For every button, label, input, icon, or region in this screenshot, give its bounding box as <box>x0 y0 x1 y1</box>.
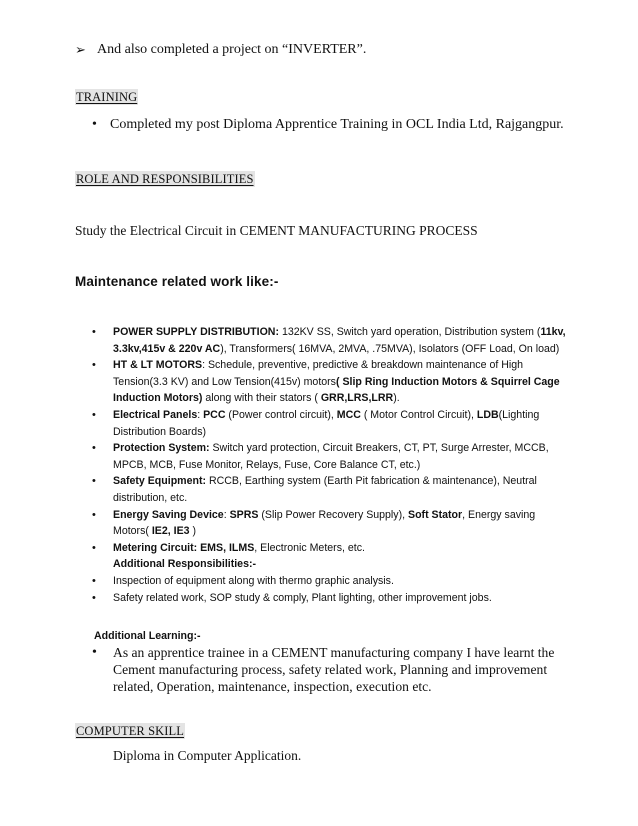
bullet-icon: • <box>92 645 97 660</box>
bullet-icon: • <box>92 326 96 338</box>
list-item: • Electrical Panels: PCC (Power control circuit), MCC ( Motor Control Circuit), LDB(Lighting Distribution Boards) <box>92 407 572 440</box>
training-bullet <box>92 116 564 134</box>
computer-text: Diploma in Computer Application. <box>113 748 302 763</box>
roles-section <box>75 170 255 188</box>
training-text: Completed my post Diploma Apprentice Training in OCL India Ltd, Rajgangpur. <box>110 117 564 132</box>
computer-section <box>75 722 185 740</box>
list-item: • Inspection of equipment along with thermo graphic analysis. <box>92 573 572 590</box>
list-item: • HT & LT MOTORS: Schedule, preventive, predictive & breakdown maintenance of High Tension(3.3 KV) and Low Tension(415v) motors( Slip Ring Induction Motors & Squirrel Cage Induction Motors) along with their stators ( GRR,LRS,LRR). <box>92 357 572 407</box>
bullet-icon: • <box>92 508 96 521</box>
learning-bullet <box>92 644 572 696</box>
additional-responsibilities-title: Additional Responsibilities:- <box>113 558 257 571</box>
roles-heading: ROLE AND RESPONSIBILITIES <box>76 172 254 186</box>
additional-learning-title: Additional Learning:- <box>94 630 201 642</box>
bullet-icon: • <box>92 574 96 587</box>
list-item: • Safety related work, SOP study & comply, Plant lighting, other improvement jobs. <box>92 590 572 607</box>
bullet-icon: • <box>92 591 96 604</box>
list-item: • POWER SUPPLY DISTRIBUTION: 132KV SS, Switch yard operation, Distribution system (11kv, 3.3kv,415v & 220v AC), Transformers( 16MVA, 2MVA, .75MVA), Isolators (OFF Load, On load) <box>92 324 572 357</box>
list-item: • Protection System: Switch yard protection, Circuit Breakers, CT, PT, Surge Arrester, MCCB, MPCB, MCB, Fuse Monitor, Relays, Fuse, Core Balance CT, etc.) <box>92 440 572 473</box>
list-item: • Safety Equipment: RCCB, Earthing system (Earth Pit fabrication & maintenance), Neutral distribution, etc. <box>92 473 572 506</box>
arrow-bullet-icon: ➢ <box>75 42 86 57</box>
maintenance-title: Maintenance related work like:- <box>75 274 279 289</box>
bullet-icon: • <box>92 408 96 421</box>
training-section <box>75 88 138 106</box>
learning-text: As an apprentice trainee in a CEMENT manufacturing company I have learnt the Cement manufacturing process, safety related work, Planning and improvement related, Operation, maintenance, inspection, execution etc. <box>113 645 555 695</box>
bullet-icon: • <box>92 442 96 455</box>
list-item: • Metering Circuit: EMS, ILMS, Electronic Meters, etc. Additional Responsibilities:- <box>92 540 572 573</box>
bullet-icon: • <box>92 541 96 554</box>
bullet-icon: • <box>92 359 96 372</box>
maintenance-list <box>92 324 572 606</box>
bullet-icon: • <box>92 475 96 488</box>
study-line: Study the Electrical Circuit in CEMENT MANUFACTURING PROCESS <box>75 223 478 238</box>
bullet-icon: • <box>92 117 97 132</box>
list-item: • Energy Saving Device: SPRS (Slip Power Recovery Supply), Soft Stator, Energy saving Motors( IE2, IE3 ) <box>92 507 572 540</box>
training-heading: TRAINING <box>76 90 138 104</box>
project-line <box>75 41 366 59</box>
computer-heading: COMPUTER SKILL <box>76 724 185 738</box>
project-text: And also completed a project on “INVERTER”. <box>97 42 367 57</box>
